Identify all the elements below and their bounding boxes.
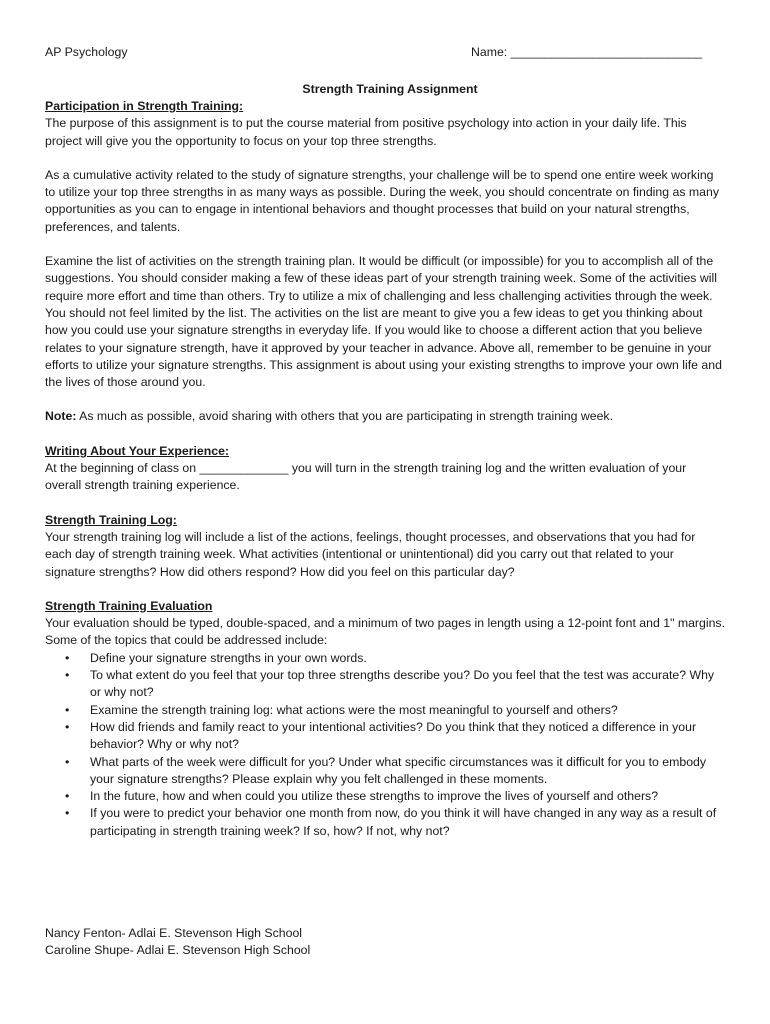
note-paragraph [45, 408, 725, 425]
list-item [45, 788, 725, 805]
section-log [45, 512, 725, 581]
header [45, 44, 725, 64]
writing-paragraph: At the beginning of class on _____________ you will turn in the strength training log and the written evaluation of your overall strength training experience. [45, 461, 687, 493]
bullet-icon: • [65, 650, 70, 665]
evaluation-topics-list [45, 650, 725, 840]
bullet-icon: • [65, 754, 70, 769]
participation-paragraph-1: The purpose of this assignment is to put the course material from positive psychology into action in your daily life. This project will give you the opportunity to focus on your top three strengths. [45, 116, 687, 148]
participation-paragraph-2: As a cumulative activity related to the study of signature strengths, your challenge will be to spend one entire week working to utilize your top three strengths in as many ways as possible. During the week, you should concentrate on finding as many opportunities as you can to engage in intentional behaviors and thought processes that build on your natural strengths, preferences, and talents. [45, 167, 719, 234]
bullet-icon: • [65, 806, 70, 821]
bullet-icon: • [65, 668, 70, 683]
participation-paragraph-3: Examine the list of activities on the strength training plan. It would be difficult (or impossible) for you to accomplish all of the suggestions. You should consider making a few of these ideas part of your strength training week. Some of the activities will require more effort and time than others. Try to utilize a mix of challenging and less challenging activities through the week. You should not feel limited by the list. The activities on the list are meant to give you a few ideas to get you thinking about how you could use your signature strengths in everyday life. If you would like to choose a different action that you believe relates to your signature strength, have it approved by your teacher in advance. Above all, remember to be genuine in your efforts to utilize your signature strengths. This assignment is about using your existing strengths to improve your own life and the lives of those around you. [45, 254, 722, 390]
section-evaluation [45, 598, 725, 840]
list-item [45, 650, 725, 667]
document-page [45, 44, 725, 840]
bullet-icon: • [65, 789, 70, 804]
log-heading: Strength Training Log: [45, 512, 177, 527]
footer-author-2: Caroline Shupe- Adlai E. Stevenson High School [45, 943, 311, 958]
evaluation-intro: Your evaluation should be typed, double-spaced, and a minimum of two pages in length using a 12-point font and 1" margins. Some of the topics that could be addressed include: [45, 616, 725, 648]
participation-heading: Participation in Strength Training: [45, 99, 244, 113]
footer [45, 925, 310, 960]
list-item-text: Examine the strength training log: what actions were the most meaningful to yourself and others? [90, 702, 618, 717]
footer-author-1: Nancy Fenton- Adlai E. Stevenson High School [45, 926, 303, 940]
section-writing [45, 443, 725, 495]
list-item [45, 805, 725, 840]
section-participation [45, 98, 725, 426]
list-item [45, 754, 725, 789]
course-name: AP Psychology [45, 45, 128, 59]
bullet-icon: • [65, 702, 70, 717]
note-text: As much as possible, avoid sharing with others that you are participating in strength training week. [76, 409, 613, 424]
log-paragraph: Your strength training log will include a list of the actions, feelings, thought processes, and observations that you had for each day of strength training week. What activities (intentional or unintentional) did you carry out that related to your signature strengths? How did others respond? How did you feel on this particular day? [45, 529, 696, 579]
list-item-text: To what extent do you feel that your top three strengths describe you? Do you feel that the test was accurate? Why or why not? [90, 668, 715, 700]
evaluation-heading: Strength Training Evaluation [45, 598, 213, 613]
list-item [45, 719, 725, 754]
bullet-icon: • [65, 719, 70, 734]
writing-heading: Writing About Your Experience: [45, 443, 230, 458]
note-label: Note: [45, 409, 77, 424]
list-item-text: What parts of the week were difficult for you? Under what specific circumstances was it difficult for you to embody your signature strengths? Please explain why you felt challenged in these moments. [90, 754, 707, 786]
list-item-text: In the future, how and when could you utilize these strengths to improve the lives of yourself and others? [90, 789, 659, 804]
list-item-text: Define your signature strengths in your own words. [90, 650, 367, 665]
page-title: Strength Training Assignment [302, 82, 478, 96]
student-name-field: Name: ____________________________ [471, 45, 703, 59]
list-item-text: How did friends and family react to your intentional activities? Do you think that they noticed a difference in your behavior? Why or why not? [90, 719, 697, 752]
list-item-text: If you were to predict your behavior one month from now, do you think it will have changed in any way as a result of participating in strength training week? If so, how? If not, why not? [90, 806, 717, 838]
list-item [45, 702, 725, 719]
list-item [45, 667, 725, 702]
